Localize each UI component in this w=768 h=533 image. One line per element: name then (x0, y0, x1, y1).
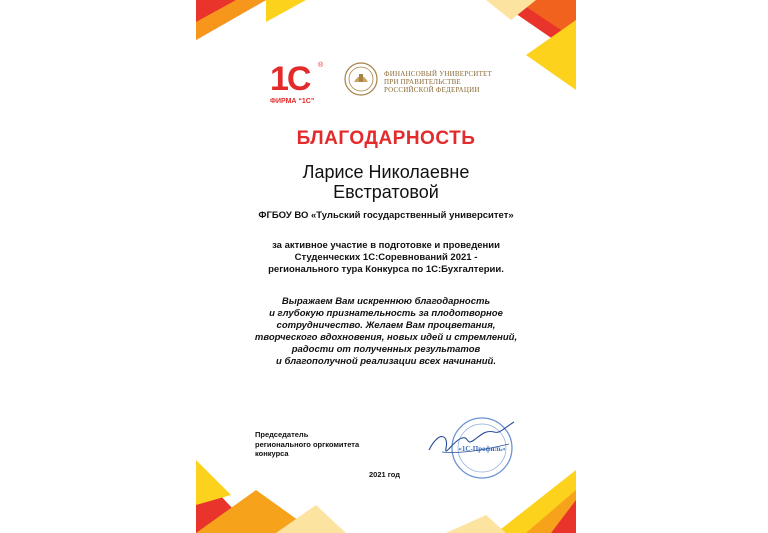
message-line: творческого вдохновения, новых идей и стремлений, (254, 332, 518, 343)
logo-1c (270, 62, 328, 108)
organization-name: ФГБОУ ВО «Тульский государственный университет» (258, 210, 514, 221)
reason-text (196, 240, 576, 276)
recipient-line: Евстратовой (333, 182, 439, 202)
reason-line: регионального тура Конкурса по 1С:Бухгалтерии. (268, 264, 504, 275)
logo-1c-firm: ФИРМА “1С” (270, 98, 315, 105)
message-line: Выражаем Вам искреннюю благодарность (281, 296, 491, 307)
recipient-name (196, 162, 576, 202)
reason-line: за активное участие в подготовке и проведении (272, 240, 500, 251)
certificate-page (196, 0, 576, 533)
stamp-and-signature (424, 410, 524, 482)
message-line: радости от полученных результатов (291, 344, 481, 355)
university-seal-icon (344, 62, 378, 96)
university-logo-line: ФИНАНСОВЫЙ УНИВЕРСИТЕТ (384, 70, 492, 78)
certificate-title: БЛАГОДАРНОСТЬ (296, 128, 476, 149)
signatory-line: регионального оргкомитета (255, 439, 360, 449)
signatory-title (255, 430, 359, 459)
message-line: и благополучной реализации всех начинаний. (276, 356, 496, 367)
logo-1c-registered: ® (318, 62, 324, 69)
gratitude-message (196, 296, 576, 368)
stamp-text: «1С-Профиль» (458, 445, 506, 453)
message-line: сотрудничество. Желаем Вам процветания, (276, 320, 496, 331)
signatory-line: конкурса (255, 449, 289, 458)
university-logo-line: ПРИ ПРАВИТЕЛЬСТВЕ (384, 78, 461, 86)
university-logo-line: РОССИЙСКОЙ ФЕДЕРАЦИИ (384, 86, 480, 94)
deco-bottom-right-light (446, 515, 506, 533)
signatory-line: Председатель (255, 430, 309, 439)
message-line: и глубокую признательность за плодотворное (269, 308, 503, 319)
deco-top-left-yellow (266, 0, 306, 22)
deco-bottom-left-yellow (196, 460, 231, 505)
recipient-line: Ларисе Николаевне (302, 162, 470, 182)
certificate-year: 2021 год (369, 470, 401, 479)
logo-1c-mark: 1С (270, 60, 310, 98)
reason-line: Студенческих 1С:Соревнований 2021 - (294, 252, 478, 263)
university-logo-text (384, 70, 492, 94)
